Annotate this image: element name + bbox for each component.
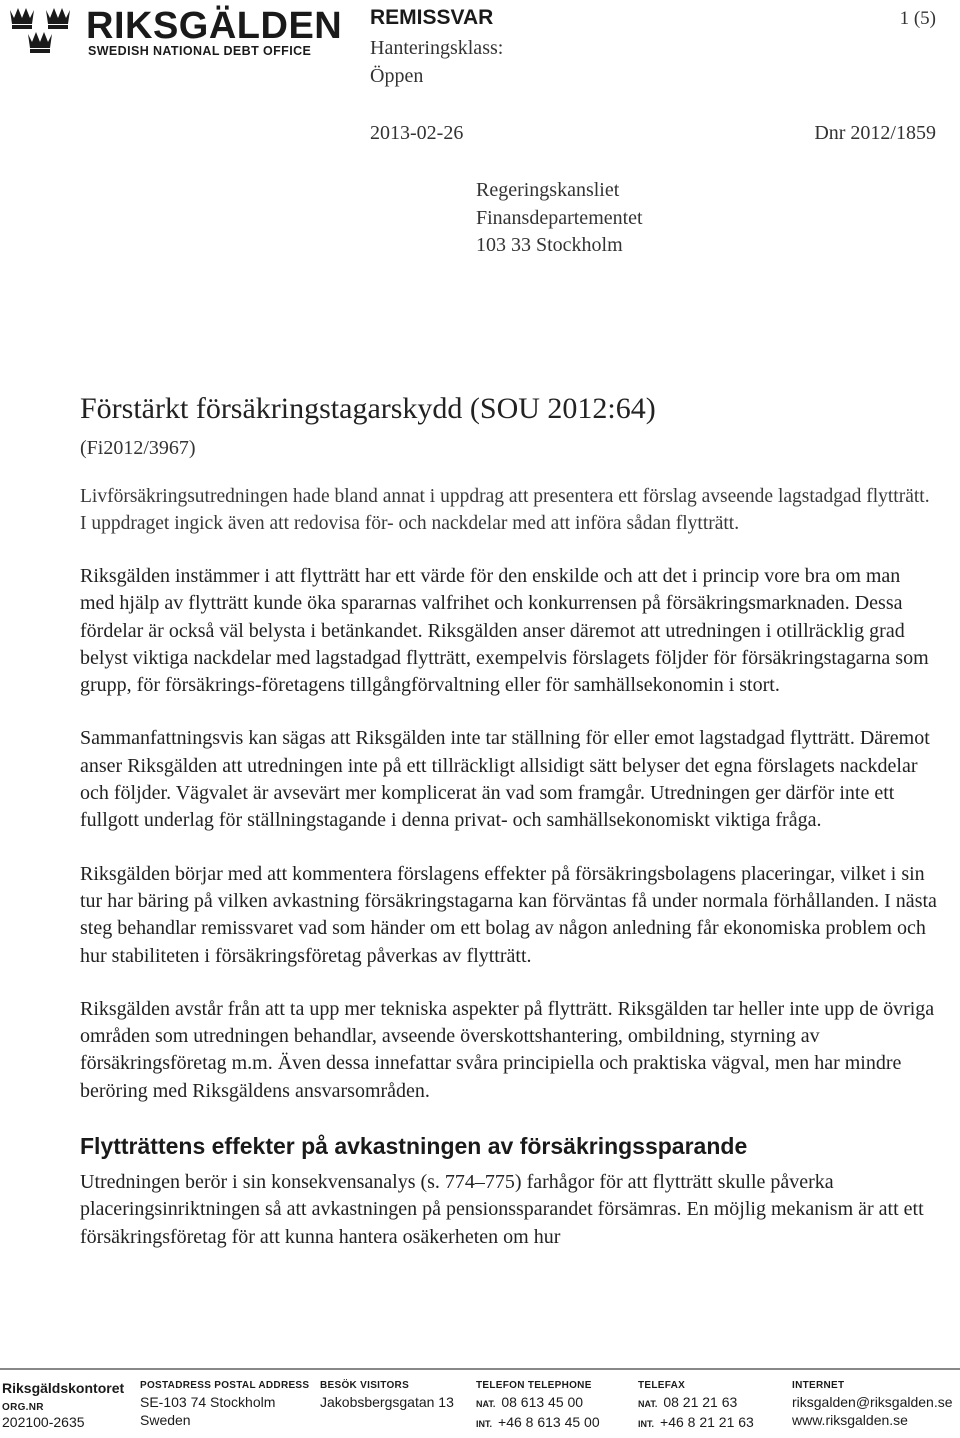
paragraph: Livförsäkringsutredningen hade bland annat i uppdrag att presentera ett förslag avseende lagstadgad flytträtt. I uppdraget ingick även att redovisa för- och nackdelar med att införa sådan flytträtt.: [80, 486, 930, 534]
footer-phone-number: 08 613 45 00: [501, 1394, 584, 1410]
paragraph: Riksgälden börjar med att kommentera förslagens effekter på försäkringsbolagens placeringar, vilket i sin tur har bäring på vilken avkastning försäkringstagarna kan förväntas få under normala förhållanden. I nästa steg behandlar remissvaret vad som händer om ett bolag av någon anledning får ekonomiska problem och hur stabiliteten i försäkringsföretag påverkas av flytträtt.: [80, 862, 937, 967]
footer-fax-nat: [638, 1393, 754, 1413]
footer-phone-heading: TELEFON TELEPHONE: [476, 1380, 592, 1391]
reference-number: (Fi2012/3967): [80, 437, 196, 459]
footer-label: NAT.: [638, 1399, 658, 1409]
footer-orgnr-label: ORG.NR: [2, 1402, 44, 1413]
logo-wordmark: RIKSGÄLDEN: [86, 5, 343, 47]
document-body: [80, 483, 938, 1251]
three-crowns-icon: [6, 4, 78, 60]
footer-website[interactable]: www.riksgalden.se: [792, 1412, 908, 1428]
footer-label: NAT.: [476, 1399, 496, 1409]
footer-fax: [638, 1380, 754, 1433]
footer-postal: [140, 1380, 309, 1429]
recipient-line: 103 33 Stockholm: [476, 234, 623, 256]
footer-orgnr: 202100-2635: [2, 1414, 85, 1430]
footer-postal-heading: POSTADRESS POSTAL ADDRESS: [140, 1380, 310, 1391]
footer-postal-line: Sweden: [140, 1412, 191, 1428]
footer-visit-line: Jakobsbergsgatan 13: [320, 1394, 454, 1410]
logo-tagline: SWEDISH NATIONAL DEBT OFFICE: [88, 44, 312, 58]
footer-internet: [792, 1380, 953, 1429]
paragraph: Sammanfattningsvis kan sägas att Riksgälden inte tar ställning för eller emot lagstadgad flytträtt. Däremot anser Riksgälden att utredningen inte på ett tillräckligt allsidigt sätt belyser det egna förslagets nackdelar och följder. Vägvalet är avsevärt mer komplicerat än vad som framgår. Utredningen ger därför inte ett fullgott underlag för ställningstagande i denna privat- och samhällsekonomiskt viktiga fråga.: [80, 727, 930, 832]
footer-phone-int: [476, 1413, 600, 1433]
document-date: 2013-02-26: [370, 122, 464, 144]
paragraph: Utredningen berör i sin konsekvensanalys (s. 774–775) farhågor för att flytträtt skulle påverka placeringsinriktningen så att avkastningen på pensionssparandet försämras. En möjlig mekanism är att ett försäkringsföretag för att kunna hantera osäkerheten om hur: [80, 1171, 924, 1248]
page-number: 1 (5): [899, 8, 936, 29]
document-title: Förstärkt försäkringstagarskydd (SOU 2012:64): [80, 392, 656, 425]
section-heading: Flytträttens effekter på avkastningen av försäkringssparande: [80, 1133, 748, 1160]
footer-phone-number: +46 8 613 45 00: [498, 1414, 600, 1430]
classification: [370, 34, 503, 90]
recipient-line: Regeringskansliet: [476, 179, 620, 201]
footer-phone-nat: [476, 1393, 600, 1413]
footer-postal-line: SE-103 74 Stockholm: [140, 1394, 276, 1410]
diary-number: Dnr 2012/1859: [814, 122, 936, 144]
footer-label: INT.: [476, 1419, 493, 1429]
footer-org: [2, 1380, 124, 1431]
riksgalden-logo: [6, 4, 343, 60]
paragraph: Riksgälden avstår från att ta upp mer tekniska aspekter på flytträtt. Riksgälden tar heller inte upp de övriga områden som utredningen behandlar, avseende överskottshantering, ombildning, styrning av försäkringsföretag m.m. Även dessa innefattar svåra principiella och praktiska vägval, men har mindre beröring med Riksgäldens ansvarsområden.: [80, 997, 935, 1102]
footer-fax-heading: TELEFAX: [638, 1380, 686, 1391]
footer-fax-number: +46 8 21 21 63: [660, 1414, 754, 1430]
footer-internet-heading: INTERNET: [792, 1380, 845, 1391]
footer-visit: [320, 1380, 454, 1411]
recipient-address: [476, 177, 643, 260]
classification-value: Öppen: [370, 65, 424, 87]
footer-label: INT.: [638, 1419, 655, 1429]
footer-email[interactable]: riksgalden@riksgalden.se: [792, 1394, 953, 1410]
document-type: REMISSVAR: [370, 6, 494, 29]
footer-fax-number: 08 21 21 63: [663, 1394, 738, 1410]
classification-label: Hanteringsklass:: [370, 37, 504, 59]
footer-fax-int: [638, 1413, 754, 1433]
footer-office-name: Riksgäldskontoret: [2, 1380, 125, 1396]
recipient-line: Finansdepartementet: [476, 206, 643, 229]
footer-phone: [476, 1380, 600, 1433]
paragraph: Riksgälden instämmer i att flytträtt har ett värde för den enskilde och att det i princip vore bra om man med hjälp av flytträtt kunde öka spararnas valfrihet och konkurrensen på försäkringsmarknaden. Dessa fördelar är också väl belysta i betänkandet. Riksgälden anser däremot att utredningen i otillräcklig grad belyst viktiga nackdelar med lagstadgad flytträtt, exempelvis förslagets följder för försäkringstagarna som grupp, för försäkrings-företagens tillgångförvaltning eller för samhällsekonomin i stort.: [80, 565, 929, 697]
page-footer: [0, 1368, 960, 1438]
footer-visit-heading: BESÖK VISITORS: [320, 1380, 410, 1391]
